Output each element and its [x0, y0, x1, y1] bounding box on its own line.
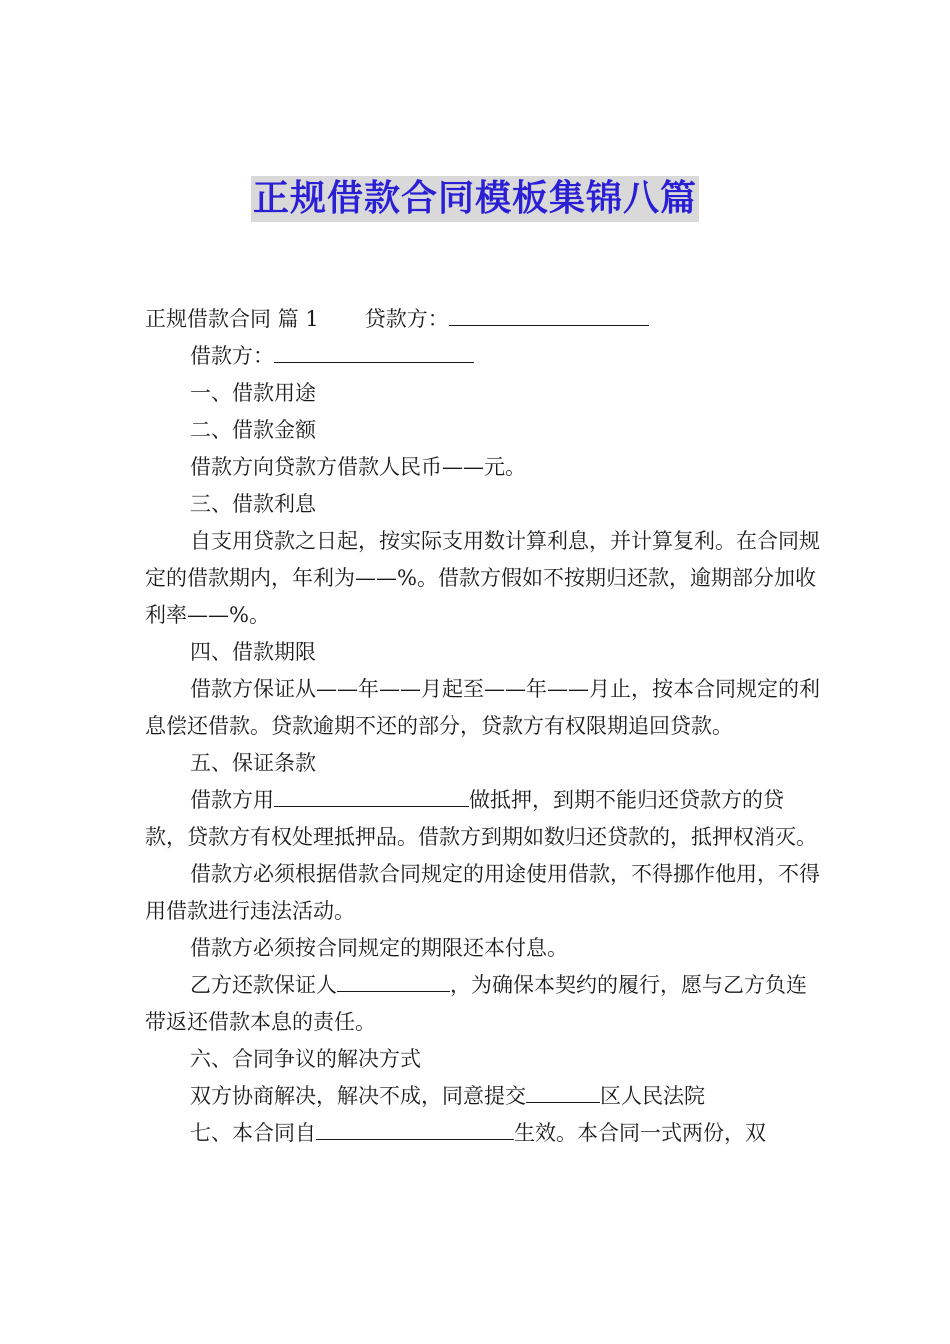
- amount-paragraph: 借款方向贷款方借款人民币——元。: [190, 455, 526, 479]
- collateral-text-start: 借款方用: [190, 788, 274, 812]
- lender-blank: [449, 303, 649, 326]
- dispute-paragraph: [145, 1078, 821, 1115]
- borrower-blank: [274, 340, 474, 363]
- section-6-heading: 六、合同争议的解决方式: [190, 1047, 421, 1071]
- collateral-text-end: 做抵押，到期不能归还贷款方的贷款，贷款方有权处理抵押品。借款方到期如数归还贷款的，抵押权消灭。: [145, 788, 817, 849]
- effective-text-start: 七、本合同自: [190, 1121, 316, 1145]
- contract-heading-line: [145, 301, 821, 338]
- section-7-paragraph: [145, 1115, 821, 1152]
- section-4-heading: 四、借款期限: [190, 640, 316, 664]
- borrower-label: 借款方：: [190, 344, 274, 368]
- section-3-heading: 三、借款利息: [190, 492, 316, 516]
- document-body: [145, 301, 821, 1152]
- section-1-heading: 一、借款用途: [190, 381, 316, 405]
- title-container: [0, 176, 950, 222]
- collateral-blank: [274, 784, 469, 807]
- section-2-heading: 二、借款金额: [190, 418, 316, 442]
- dispute-text-start: 双方协商解决，解决不成，同意提交: [190, 1084, 526, 1108]
- interest-paragraph: 自支用贷款之日起，按实际支用数计算利息，并计算复利。在合同规定的借款期内，年利为——%。借款方假如不按期归还款，逾期部分加收利率——%。: [145, 529, 820, 627]
- usage-paragraph: 借款方必须根据借款合同规定的用途使用借款，不得挪作他用，不得用借款进行违法活动。: [145, 862, 820, 923]
- lender-label: 贷款方：: [364, 307, 449, 331]
- guarantor-paragraph: [145, 967, 821, 1041]
- term-paragraph: 借款方保证从——年——月起至——年——月止，按本合同规定的利息偿还借款。贷款逾期不还的部分，贷款方有权限期追回贷款。: [145, 677, 820, 738]
- document-title: 正规借款合同模板集锦八篇: [251, 176, 699, 222]
- effective-blank: [316, 1117, 514, 1140]
- guarantor-text-end: ，为确保本契约的履行，愿与乙方负连带返还借款本息的责任。: [145, 973, 807, 1034]
- section-5-heading: 五、保证条款: [190, 751, 316, 775]
- borrower-line: [145, 338, 821, 375]
- court-blank: [526, 1080, 600, 1103]
- repayment-paragraph: 借款方必须按合同规定的期限还本付息。: [190, 936, 568, 960]
- collateral-paragraph: [145, 782, 821, 856]
- guarantor-blank: [337, 969, 450, 992]
- guarantor-text-start: 乙方还款保证人: [190, 973, 337, 997]
- dispute-text-end: 区人民法院: [600, 1084, 705, 1108]
- contract-heading: 正规借款合同 篇 1: [145, 307, 319, 331]
- effective-text-end: 生效。本合同一式两份，双: [514, 1121, 766, 1145]
